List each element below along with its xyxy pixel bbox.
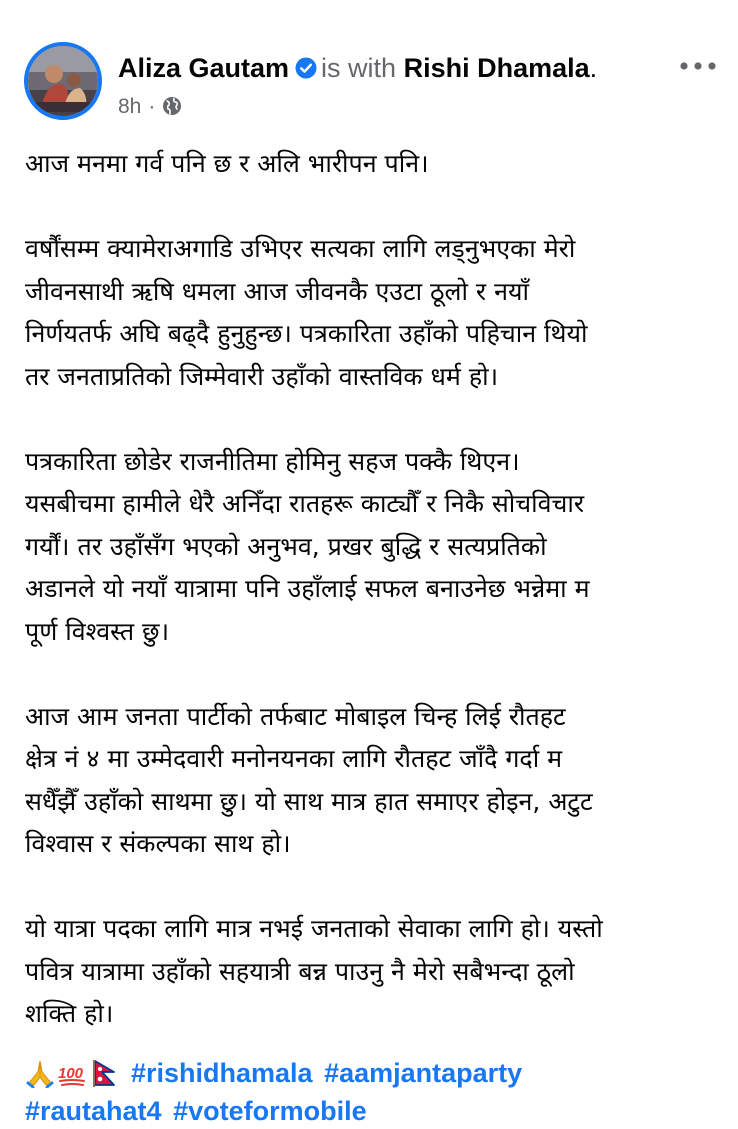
author-line — [118, 50, 597, 86]
hashtags-line-1 — [25, 1055, 730, 1091]
hashtag-link[interactable]: #rautahat4 — [25, 1096, 162, 1126]
author-avatar[interactable] — [24, 42, 102, 120]
text-line: पूर्ण विश्वस्त छु। — [25, 616, 170, 646]
text-line: आज आम जनता पार्टीको तर्फबाट मोबाइल चिन्ह लिई रौतहट — [25, 701, 566, 731]
hashtags-line-2 — [25, 1093, 730, 1129]
text-line: क्षेत्र नं ४ मा उम्मेदवारी मनोनयनका लागि रौतहट जाँदै गर्दा म — [25, 744, 563, 773]
post-paragraph-4 — [25, 696, 730, 866]
tagged-person-name[interactable]: Rishi Dhamala — [403, 53, 590, 83]
post-meta — [118, 93, 182, 121]
text-line: अडानले यो नयाँ यात्रामा पनि उहाँलाई सफल बनाउनेछ भन्नेमा म — [25, 574, 590, 603]
text-line: यो यात्रा पदका लागि मात्र नभई जनताको सेवाका लागि हो। यस्तो — [25, 914, 603, 943]
post-body — [25, 143, 730, 1036]
verified-badge-icon — [295, 52, 317, 74]
post-paragraph-2 — [25, 228, 730, 398]
post-paragraph-1 — [25, 143, 730, 186]
hashtag-link[interactable]: #aamjantaparty — [324, 1058, 523, 1088]
text-line: सधैँझैँ उहाँको साथमा छु। यो साथ मात्र हात समाएर होइन, अटुट — [25, 786, 593, 816]
post-paragraph-3 — [25, 441, 730, 654]
more-options-icon — [676, 52, 720, 82]
author-name[interactable]: Aliza Gautam — [118, 53, 290, 83]
text-line: पवित्र यात्रामा उहाँको सहयात्री बन्न पाउनु नै मेरो सबैभन्दा ठूलो — [25, 956, 575, 986]
meta-separator: · — [148, 95, 156, 118]
hashtag-link[interactable]: #voteformobile — [173, 1096, 367, 1126]
more-options-button[interactable] — [676, 52, 720, 82]
text-line: निर्णयतर्फ अघि बढ्दै हुनुहुन्छ। पत्रकारिता उहाँको पहिचान थियो — [25, 319, 588, 348]
text-line: गर्यौं। तर उहाँसँग भएको अनुभव, प्रखर बुद्धि र सत्यप्रतिको — [25, 531, 547, 561]
with-text: is with — [321, 53, 397, 83]
globe-icon[interactable] — [162, 96, 182, 116]
post-paragraph-5 — [25, 908, 730, 1036]
text-line: शक्ति हो। — [25, 999, 114, 1028]
hashtag-link[interactable]: #rishidhamala — [131, 1058, 313, 1088]
emoji-group — [25, 1055, 121, 1091]
text-line: जीवनसाथी ऋषि धमला आज जीवनकै एउटा ठूलो र नयाँ — [25, 276, 529, 306]
folded-hands-icon — [25, 1058, 55, 1088]
nepal-flag-icon — [89, 1058, 119, 1088]
text-line: विश्वास र संकल्पका साथ हो। — [25, 829, 291, 858]
avatar-photo — [28, 46, 98, 116]
text-line: वर्षौंसम्म क्यामेराअगाडि उभिएर सत्यका लागि लड्नुभएका मेरो — [25, 234, 576, 263]
hundred-points-icon — [57, 1058, 87, 1088]
text-line: पत्रकारिता छोडेर राजनीतिमा होमिनु सहज पक्कै थिएन। — [25, 446, 520, 476]
header-period: . — [589, 53, 598, 83]
post-header — [0, 0, 738, 140]
text-line: यसबीचमा हामीले धेरै अनिँदा रातहरू काट्यौँ र निकै सोचविचार — [25, 489, 585, 518]
text-line: तर जनताप्रतिको जिम्मेवारी उहाँको वास्तविक धर्म हो। — [25, 361, 499, 391]
svg-text:100: 100 — [58, 1065, 84, 1082]
text-line: आज मनमा गर्व पनि छ र अलि भारीपन पनि। — [25, 149, 429, 178]
post-timestamp[interactable]: 8h — [118, 95, 142, 118]
